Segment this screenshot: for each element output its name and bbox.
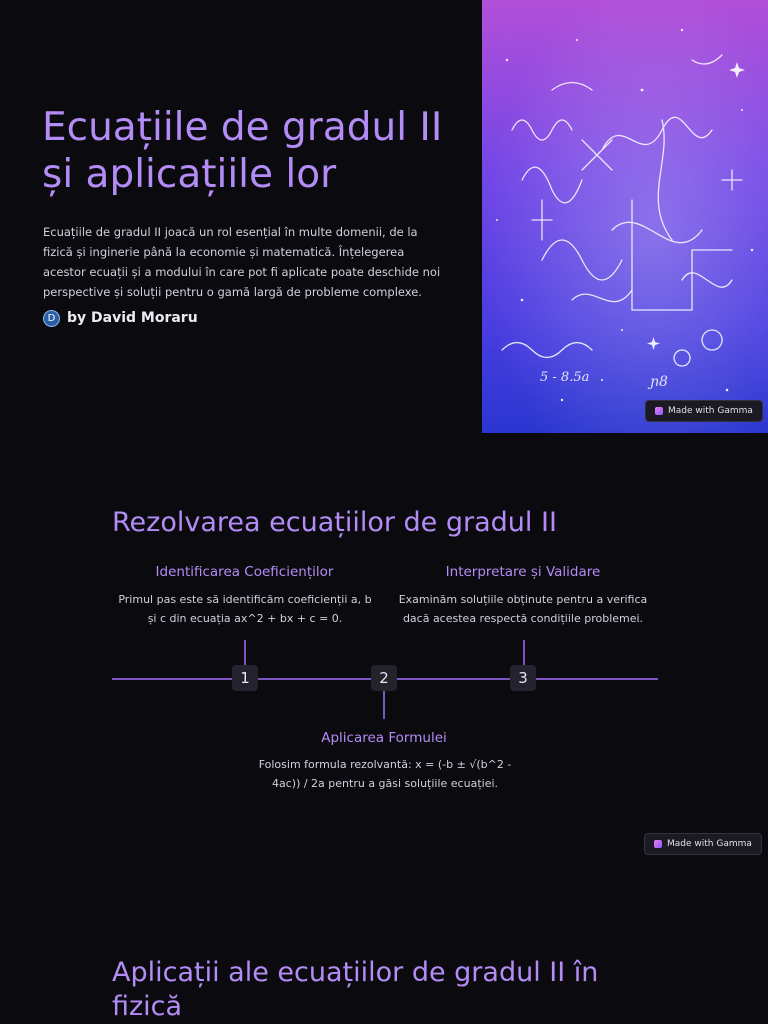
badge-label: Made with Gamma bbox=[667, 839, 752, 849]
step-3-text: Examinăm soluțiile obținute pentru a verifica dacă acestea respectă condițiile problemei. bbox=[398, 593, 648, 625]
step-2-text: Folosim formula rezolvantă: x = (-b ± √(b^2 - 4ac)) / 2a pentru a găsi soluțiile ecuației. bbox=[258, 758, 512, 790]
made-with-gamma-badge[interactable] bbox=[644, 833, 762, 855]
badge-label: Made with Gamma bbox=[668, 406, 753, 416]
avatar: D bbox=[43, 310, 60, 327]
step-3-title: Interpretare și Validare bbox=[445, 564, 601, 580]
hero-title: Ecuațiile de gradul II și aplicațiile lor bbox=[42, 105, 443, 197]
section-title: Aplicații ale ecuațiilor de gradul II în fizică bbox=[112, 957, 599, 1022]
gamma-logo-icon bbox=[655, 407, 663, 415]
hero-description: Ecuațiile de gradul II joacă un rol esențial în multe domenii, de la fizică și inginerie până la economie și matematică. Înțelegerea acestor ecuații și a modului în care pot fi aplicate poate deschide noi perspective și soluții pentru o gamă largă de probleme complexe. bbox=[43, 225, 441, 299]
hero-image bbox=[482, 0, 768, 433]
made-with-gamma-badge[interactable] bbox=[645, 400, 763, 422]
step-1-text: Primul pas este să identificăm coeficienții a, b și c din ecuația ax^2 + bx + c = 0. bbox=[118, 593, 372, 625]
step-3-connector bbox=[523, 640, 525, 666]
author-line bbox=[43, 308, 198, 328]
gamma-logo-icon bbox=[654, 840, 662, 848]
svg-text:ɲ8: ɲ8 bbox=[650, 374, 668, 390]
step-3-number: 3 bbox=[510, 665, 536, 691]
step-2-connector bbox=[383, 691, 385, 719]
math-formulas-illustration-icon bbox=[482, 0, 768, 433]
step-1-title: Identificarea Coeficienților bbox=[155, 564, 334, 580]
step-1-number: 1 bbox=[232, 665, 258, 691]
step-1-connector bbox=[244, 640, 246, 666]
step-2-number: 2 bbox=[371, 665, 397, 691]
step-2-title: Aplicarea Formulei bbox=[321, 730, 447, 746]
author-name: by David Moraru bbox=[67, 310, 198, 326]
section-title: Rezolvarea ecuațiilor de gradul II bbox=[112, 507, 557, 538]
svg-text:5 - 8.5a: 5 - 8.5a bbox=[540, 370, 590, 385]
